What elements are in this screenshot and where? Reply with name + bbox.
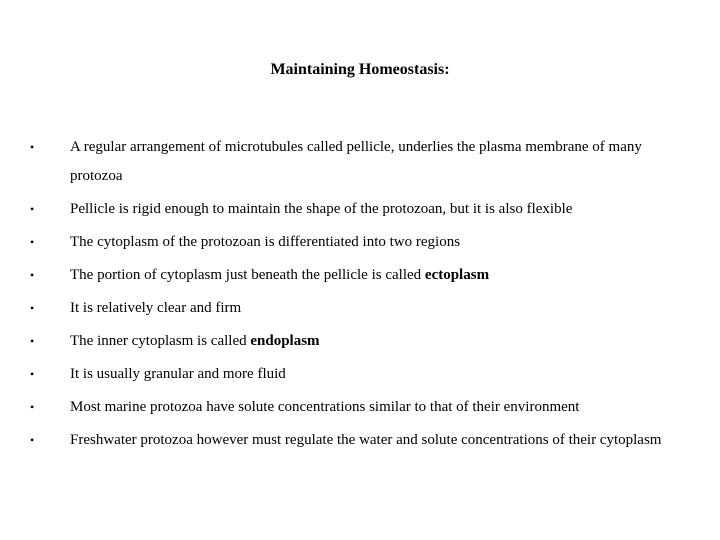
bullet-text: The portion of cytoplasm just beneath the pellicle is called — [70, 267, 425, 283]
bullet-icon: • — [30, 433, 35, 447]
bullet-bold-term: endoplasm — [250, 333, 320, 349]
bullet-text: The cytoplasm of the protozoan is differentiated into two regions — [70, 234, 461, 250]
bullet-text: It is usually granular and more fluid — [70, 366, 286, 382]
bullet-icon: • — [30, 140, 35, 154]
bullet-item-8 — [30, 393, 690, 422]
bullet-item-3 — [30, 228, 690, 257]
slide-title: Maintaining Homeostasis: — [270, 61, 450, 78]
bullet-item-6 — [30, 327, 690, 356]
bullet-list — [30, 133, 690, 459]
bullet-item-9 — [30, 426, 690, 455]
bullet-text: A regular arrangement of microtubules called pellicle, underlies the plasma membrane of many protozoa — [70, 139, 642, 184]
bullet-icon: • — [30, 400, 35, 414]
bullet-item-1 — [30, 133, 690, 191]
bullet-item-5 — [30, 294, 690, 323]
bullet-bold-term: ectoplasm — [424, 267, 490, 283]
bullet-text: The inner cytoplasm is called — [70, 333, 251, 349]
bullet-item-2 — [30, 195, 690, 224]
bullet-icon: • — [30, 367, 35, 381]
bullet-text: Most marine protozoa have solute concentrations similar to that of their environment — [70, 399, 580, 415]
bullet-icon: • — [30, 301, 35, 315]
bullet-item-7 — [30, 360, 690, 389]
bullet-text: It is relatively clear and firm — [70, 300, 242, 316]
bullet-icon: • — [30, 268, 35, 282]
bullet-icon: • — [30, 235, 35, 249]
bullet-item-4 — [30, 261, 690, 290]
bullet-icon: • — [30, 202, 35, 216]
bullet-text: Pellicle is rigid enough to maintain the shape of the protozoan, but it is also flexible — [70, 201, 573, 217]
bullet-text: Freshwater protozoa however must regulate the water and solute concentrations of their cytoplasm — [70, 432, 662, 448]
bullet-icon: • — [30, 334, 35, 348]
